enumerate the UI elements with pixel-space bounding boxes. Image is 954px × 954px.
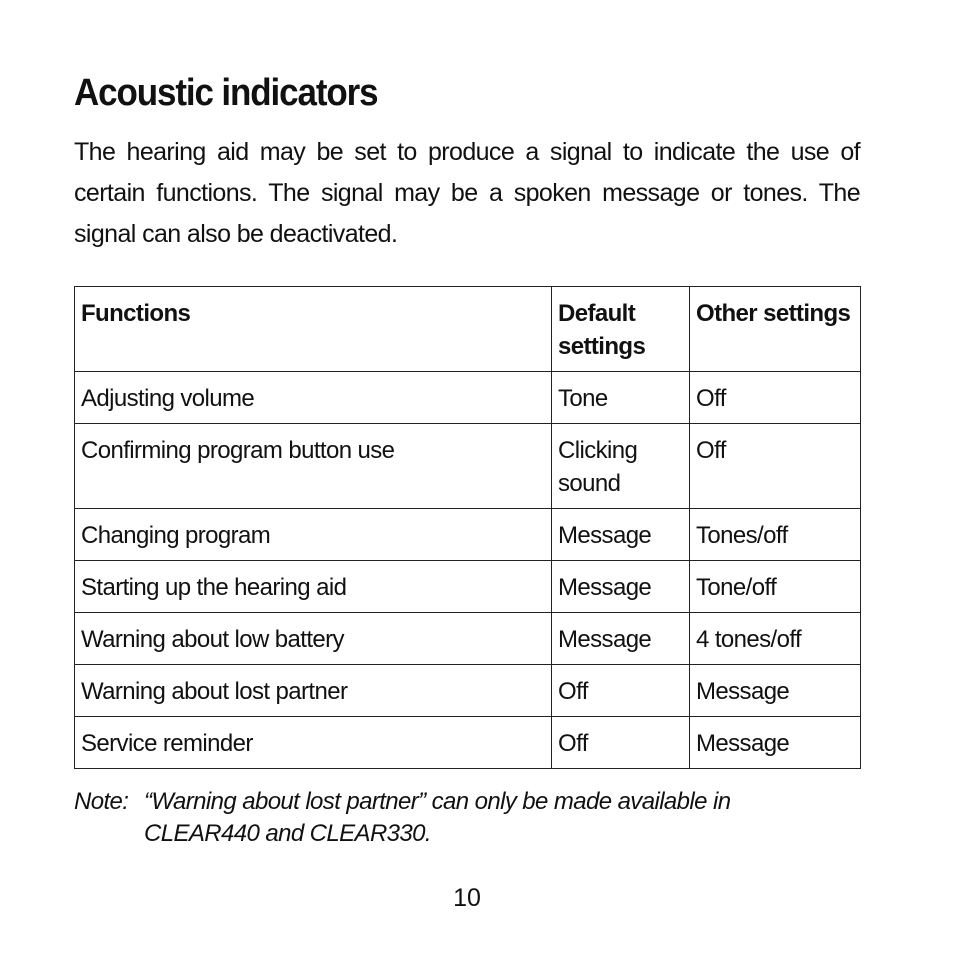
function-cell: Adjusting volume xyxy=(75,372,552,424)
table-row xyxy=(75,613,861,665)
default-setting-cell: Message xyxy=(552,561,690,613)
default-setting-cell: Clicking sound xyxy=(552,424,690,509)
other-settings-cell: Tone/off xyxy=(690,561,861,613)
function-cell: Warning about lost partner xyxy=(75,665,552,717)
table-header-row xyxy=(75,287,861,372)
intro-paragraph: The hearing aid may be set to produce a signal to indicate the use of certain functions. The signal may be a spoken message or tones. The signal can also be deactivated. xyxy=(74,138,860,248)
default-setting-cell: Message xyxy=(552,613,690,665)
other-settings-cell: Tones/off xyxy=(690,509,861,561)
page-number: 10 xyxy=(453,884,481,912)
default-setting-cell: Off xyxy=(552,665,690,717)
column-header-functions: Functions xyxy=(75,287,552,372)
table-row xyxy=(75,717,861,769)
table-row xyxy=(75,424,861,509)
other-settings-cell: Off xyxy=(690,372,861,424)
note-text: “Warning about lost partner” can only be made available in CLEAR440 and CLEAR330. xyxy=(144,788,731,847)
default-setting-cell: Tone xyxy=(552,372,690,424)
function-cell: Warning about low battery xyxy=(75,613,552,665)
table-row xyxy=(75,372,861,424)
page-title: Acoustic indicators xyxy=(74,72,378,114)
table-row xyxy=(75,509,861,561)
other-settings-cell: Off xyxy=(690,424,861,509)
default-setting-cell: Message xyxy=(552,509,690,561)
function-cell: Starting up the hearing aid xyxy=(75,561,552,613)
function-cell: Confirming program button use xyxy=(75,424,552,509)
table-row xyxy=(75,665,861,717)
other-settings-cell: Message xyxy=(690,717,861,769)
function-cell: Service reminder xyxy=(75,717,552,769)
function-cell: Changing program xyxy=(75,509,552,561)
note-label: Note: xyxy=(74,788,129,815)
table-row xyxy=(75,561,861,613)
acoustic-indicators-table xyxy=(74,286,861,769)
default-setting-cell: Off xyxy=(552,717,690,769)
column-header-default-settings: Default settings xyxy=(552,287,690,372)
column-header-other-settings: Other settings xyxy=(690,287,861,372)
other-settings-cell: Message xyxy=(690,665,861,717)
other-settings-cell: 4 tones/off xyxy=(690,613,861,665)
